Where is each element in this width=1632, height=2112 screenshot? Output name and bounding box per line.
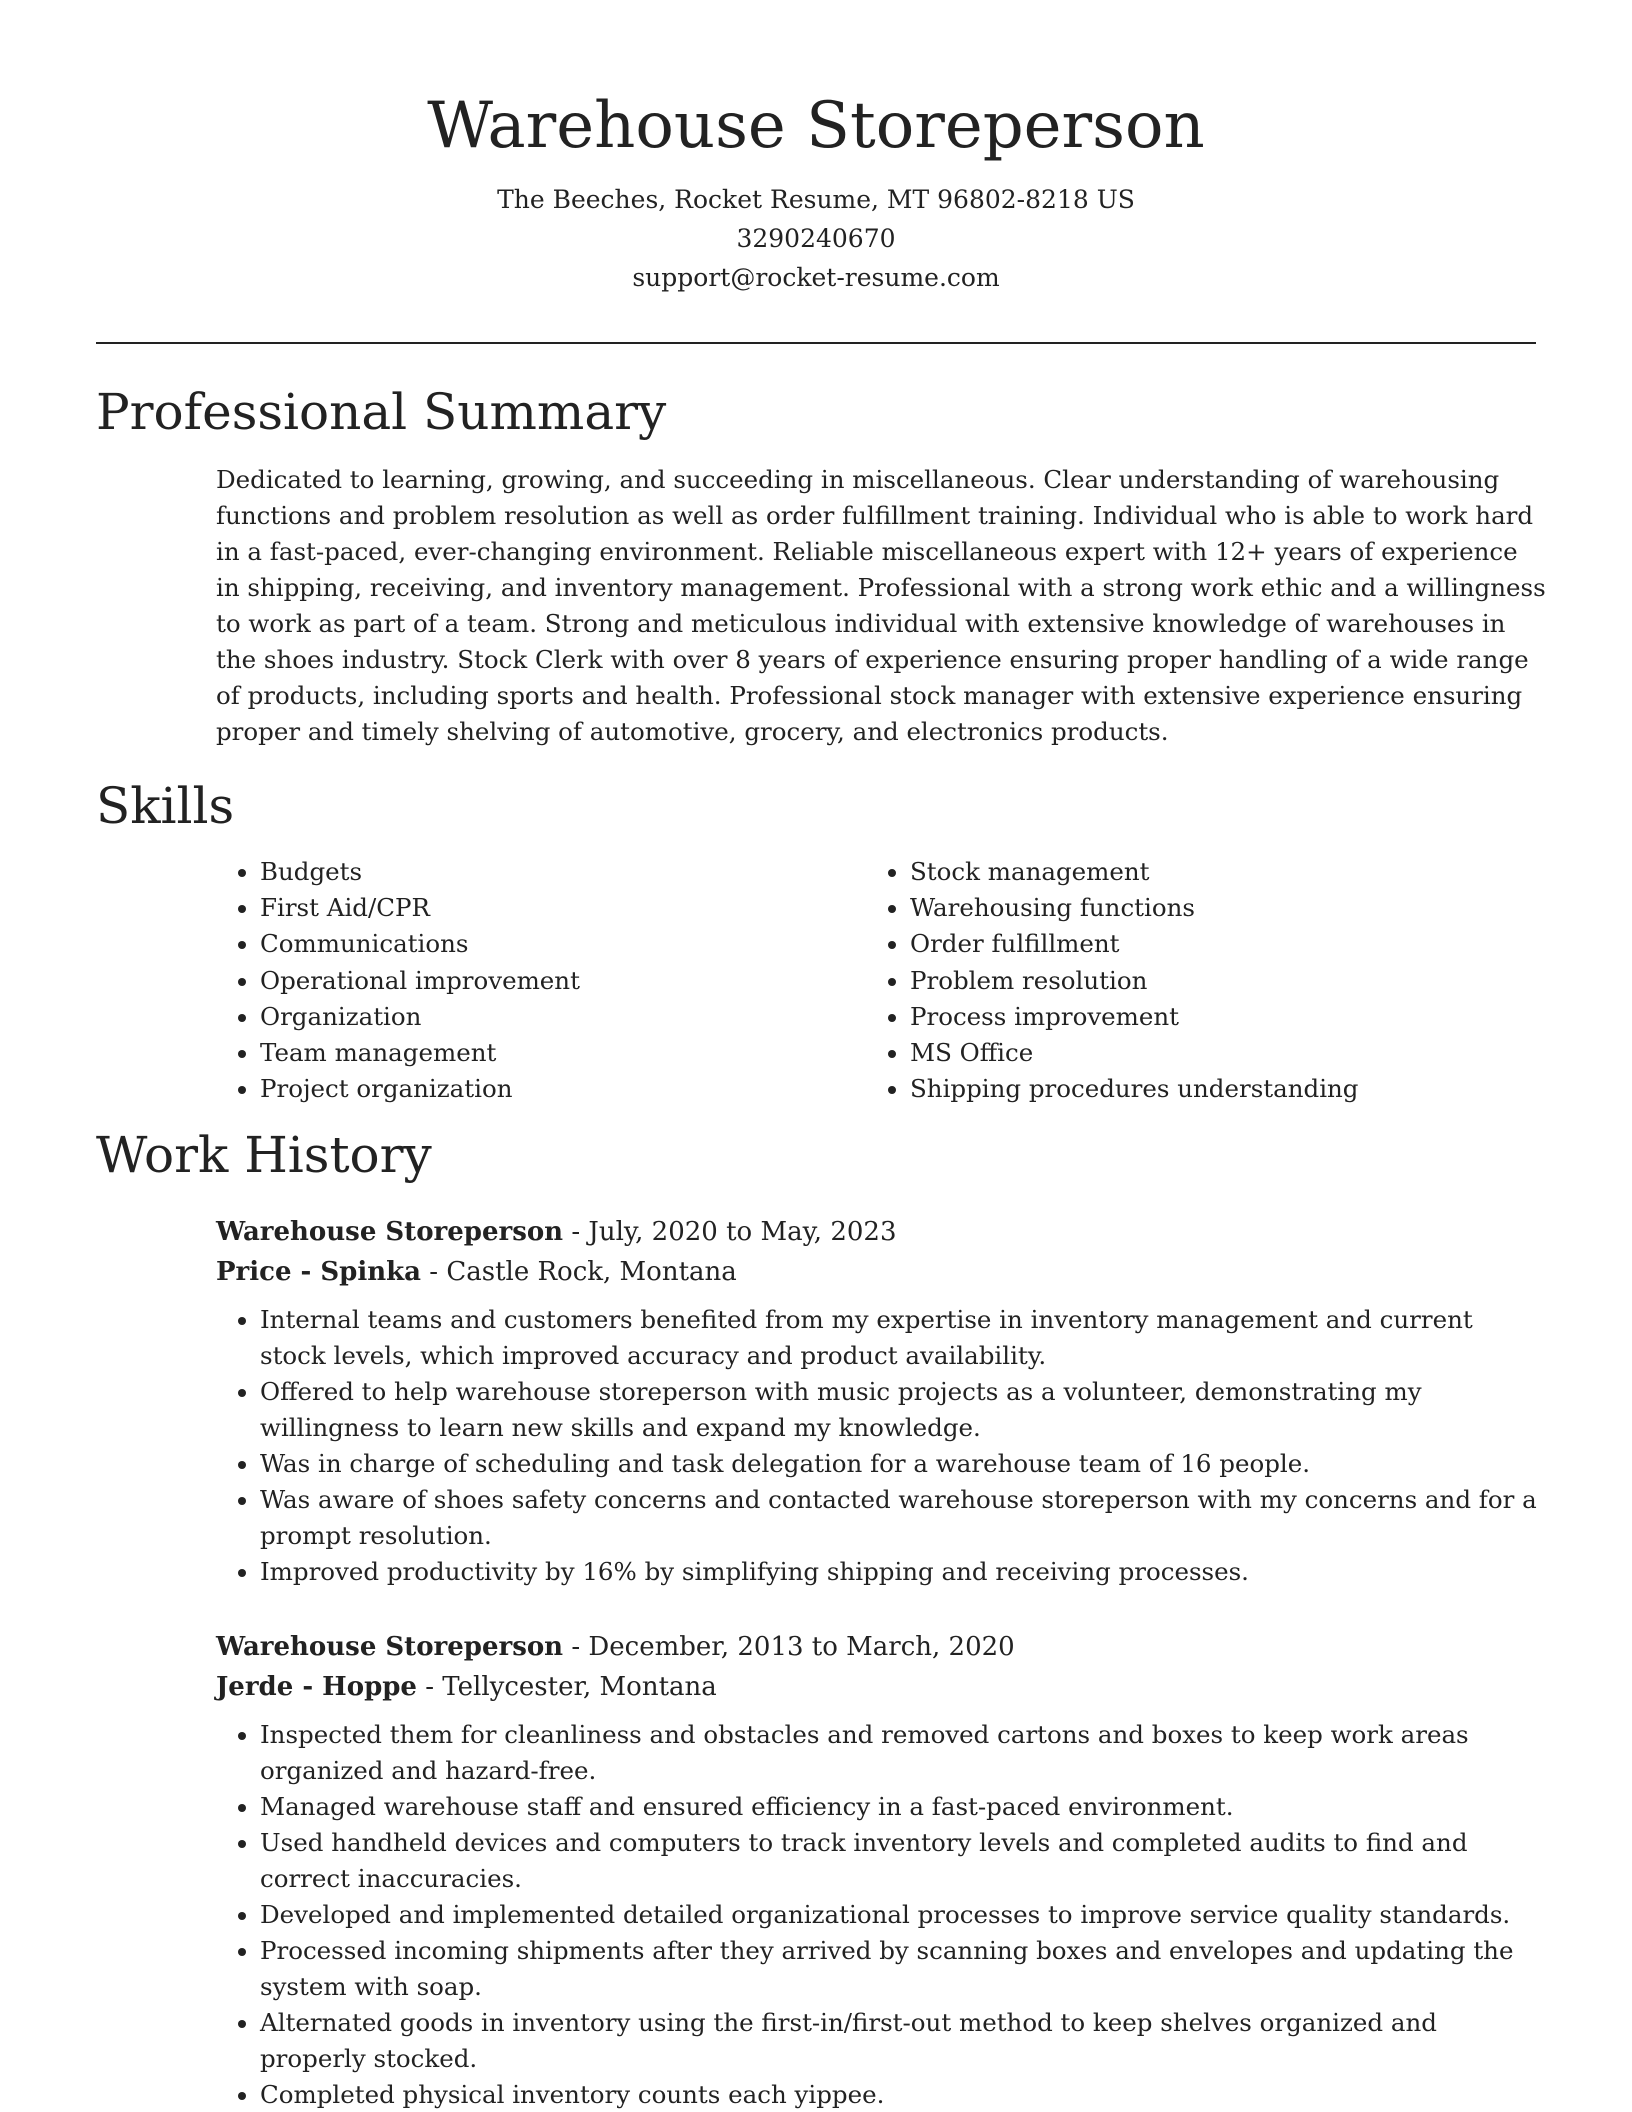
job-bullet: • Completed physical inventory counts each yippee. — [260, 2077, 1546, 2112]
skill-item: • Warehousing functions — [910, 890, 1359, 926]
job-title: Warehouse Storeperson — [216, 1217, 564, 1247]
contact-info — [0, 180, 1632, 297]
address: The Beeches, Rocket Resume, MT 96802-8218 US — [497, 185, 1135, 214]
skill-item: • Order fulfillment — [910, 926, 1359, 962]
job-bullet: • Used handheld devices and computers to track inventory levels and completed audits to find and correct inaccuracies. — [260, 1825, 1546, 1897]
job-dates: July, 2020 to May, 2023 — [588, 1217, 897, 1247]
header-divider — [96, 342, 1536, 344]
skills-column-1 — [216, 854, 866, 1107]
job-location: Tellycester, Montana — [442, 1672, 717, 1702]
job-title: Warehouse Storeperson — [216, 1632, 564, 1662]
candidate-name: Warehouse Storeperson — [427, 89, 1205, 163]
job-bullet: • Developed and implemented detailed organizational processes to improve service quality standards. — [260, 1897, 1546, 1933]
skill-item: • Process improvement — [910, 999, 1359, 1035]
job-entry — [216, 1627, 1546, 2112]
job-company-line — [216, 1667, 1546, 1707]
job-bullets — [216, 1717, 1546, 2112]
job-location: Castle Rock, Montana — [446, 1257, 737, 1287]
job-bullet: • Was aware of shoes safety concerns and contacted warehouse storeperson with my concerns and for a prompt resolution. — [260, 1482, 1546, 1554]
skill-item: • Communications — [260, 926, 866, 962]
job-bullet: • Offered to help warehouse storeperson with music projects as a volunteer, demonstrating my willingness to learn new skills and expand my knowledge. — [260, 1374, 1546, 1446]
email: support@rocket-resume.com — [632, 263, 1000, 292]
skills-heading: Skills — [96, 777, 235, 835]
separator: - — [421, 1257, 447, 1287]
job-title-line — [216, 1212, 1546, 1252]
skill-item: • Team management — [260, 1035, 866, 1071]
work-history-heading: Work History — [96, 1126, 432, 1184]
job-dates: December, 2013 to March, 2020 — [588, 1632, 1015, 1662]
resume-header — [0, 0, 1632, 297]
job-company: Jerde - Hoppe — [216, 1672, 417, 1702]
job-bullet: • Inspected them for cleanliness and obstacles and removed cartons and boxes to keep work areas organized and hazard-free. — [260, 1717, 1546, 1789]
job-bullet: • Alternated goods in inventory using the first-in/first-out method to keep shelves organized and properly stocked. — [260, 2005, 1546, 2077]
skill-item: • MS Office — [910, 1035, 1359, 1071]
job-bullet: • Improved productivity by 16% by simplifying shipping and receiving processes. — [260, 1554, 1546, 1590]
skill-item: • First Aid/CPR — [260, 890, 866, 926]
skill-item: • Budgets — [260, 854, 866, 890]
summary-text: Dedicated to learning, growing, and succeeding in miscellaneous. Clear understanding of warehousing functions and problem resolution as well as order fulfillment training. Individual who is able to work hard in a fast-paced, ever-changing environment. Reliable miscellaneous expert with 12+ years of experience in shipping, receiving, and inventory management. Professional with a strong work ethic and a willingness to work as part of a team. Strong and meticulous individual with extensive knowledge of warehouses in the shoes industry. Stock Clerk with over 8 years of experience ensuring proper handling of a wide range of products, including sports and health. Professional stock manager with extensive experience ensuring proper and timely shelving of automotive, grocery, and electronics products. — [216, 465, 1546, 746]
skill-item: • Operational improvement — [260, 963, 866, 999]
skill-item: • Problem resolution — [910, 963, 1359, 999]
job-entry — [216, 1212, 1546, 1590]
job-company-line — [216, 1252, 1546, 1292]
skill-item: • Shipping procedures understanding — [910, 1071, 1359, 1107]
skill-item: • Stock management — [910, 854, 1359, 890]
job-bullet: • Managed warehouse staff and ensured efficiency in a fast-paced environment. — [260, 1789, 1546, 1825]
job-bullet: • Was in charge of scheduling and task delegation for a warehouse team of 16 people. — [260, 1446, 1546, 1482]
skill-item: • Project organization — [260, 1071, 866, 1107]
phone: 3290240670 — [736, 224, 896, 253]
skill-item: • Organization — [260, 999, 866, 1035]
summary-heading: Professional Summary — [96, 383, 667, 441]
skills-list — [216, 854, 1546, 1107]
separator: - — [563, 1632, 589, 1662]
job-bullets — [216, 1302, 1546, 1590]
job-company: Price - Spinka — [216, 1257, 421, 1287]
separator: - — [416, 1672, 443, 1702]
job-bullet: • Processed incoming shipments after they arrived by scanning boxes and envelopes and updating the system with soap. — [260, 1933, 1546, 2005]
job-bullet: • Internal teams and customers benefited from my expertise in inventory management and current stock levels, which improved accuracy and product availability. — [260, 1302, 1546, 1374]
skills-column-2 — [866, 854, 1359, 1107]
job-title-line — [216, 1627, 1546, 1667]
separator: - — [563, 1217, 589, 1247]
